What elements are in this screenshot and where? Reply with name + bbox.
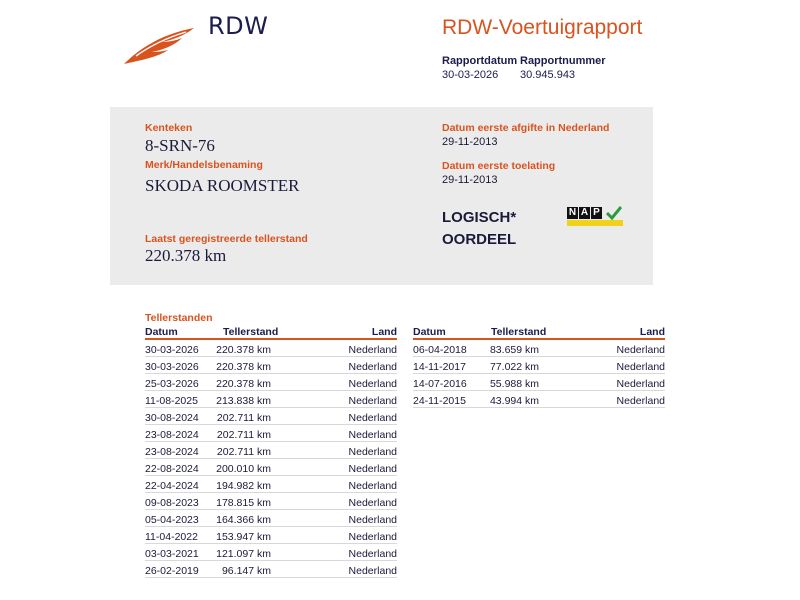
row-country: Nederland (348, 378, 397, 390)
row-date: 25-03-2026 (145, 378, 199, 390)
row-odometer: 202.711 km (216, 429, 271, 441)
afgifte-label: Datum eerste afgifte in Nederland (442, 122, 610, 134)
row-odometer: 178.815 km (216, 497, 271, 509)
row-odometer: 220.378 km (216, 361, 271, 373)
table-row (413, 340, 665, 357)
row-country: Nederland (348, 463, 397, 475)
nap-letter: P (591, 207, 602, 219)
row-date: 22-08-2024 (145, 463, 199, 475)
report-number-value: 30.945.943 (520, 69, 576, 81)
row-odometer: 213.838 km (216, 395, 271, 407)
table-row (145, 408, 397, 425)
row-date: 23-08-2024 (145, 429, 199, 441)
table-row (145, 544, 397, 561)
row-country: Nederland (616, 378, 665, 390)
tellerstand-label: Laatst geregistreerde tellerstand (145, 233, 308, 245)
row-odometer: 202.711 km (216, 446, 271, 458)
row-date: 30-03-2026 (145, 361, 199, 373)
row-country: Nederland (348, 514, 397, 526)
table-row (145, 476, 397, 493)
row-country: Nederland (348, 565, 397, 577)
column-header-datum: Datum (413, 326, 446, 338)
merk-label: Merk/Handelsbenaming (145, 159, 263, 171)
row-odometer: 153.947 km (216, 531, 271, 543)
toelating-value: 29-11-2013 (442, 174, 498, 186)
table-row (413, 374, 665, 391)
row-date: 05-04-2023 (145, 514, 199, 526)
odometer-table-right (413, 326, 665, 408)
row-odometer: 96.147 km (221, 565, 271, 577)
table-header (413, 326, 665, 340)
row-odometer: 55.988 km (489, 378, 539, 390)
row-date: 23-08-2024 (145, 446, 199, 458)
row-date: 11-08-2025 (145, 395, 198, 407)
table-row (145, 561, 397, 578)
table-row (413, 391, 665, 408)
column-header-land: Land (371, 326, 397, 338)
row-date: 11-04-2022 (145, 531, 198, 543)
row-date: 14-11-2017 (413, 361, 466, 373)
checkmark-icon (606, 206, 622, 220)
table-row (145, 357, 397, 374)
row-date: 22-04-2024 (145, 480, 199, 492)
brand-name: RDW (208, 12, 269, 40)
column-header-tellerstand: Tellerstand (223, 326, 279, 338)
column-header-tellerstand: Tellerstand (491, 326, 547, 338)
report-date-value: 30-03-2026 (442, 69, 499, 81)
nap-badge (567, 207, 623, 227)
row-country: Nederland (348, 412, 397, 424)
row-country: Nederland (616, 344, 665, 356)
row-date: 06-04-2018 (413, 344, 467, 356)
row-country: Nederland (348, 429, 397, 441)
kenteken-label: Kenteken (145, 122, 193, 134)
row-date: 30-08-2024 (145, 412, 199, 424)
odometer-table-left (145, 326, 397, 578)
tellerstand-value: 220.378 km (145, 246, 227, 265)
merk-value: SKODA ROOMSTER (145, 176, 300, 195)
table-row (145, 391, 397, 408)
row-country: Nederland (348, 497, 397, 509)
table-row (145, 340, 397, 357)
row-date: 24-11-2015 (413, 395, 466, 407)
table-row (145, 374, 397, 391)
tellerstanden-title: Tellerstanden (145, 312, 213, 324)
row-odometer: 194.982 km (216, 480, 271, 492)
row-country: Nederland (348, 361, 397, 373)
row-odometer: 202.711 km (216, 412, 271, 424)
table-row (413, 357, 665, 374)
table-header (145, 326, 397, 340)
table-row (145, 493, 397, 510)
table-row (145, 510, 397, 527)
row-country: Nederland (348, 395, 397, 407)
table-row (145, 459, 397, 476)
row-date: 14-07-2016 (413, 378, 467, 390)
row-odometer: 83.659 km (489, 344, 539, 356)
row-odometer: 164.366 km (216, 514, 271, 526)
kenteken-value: 8-SRN-76 (145, 136, 215, 155)
row-date: 30-03-2026 (145, 344, 199, 356)
row-country: Nederland (348, 344, 397, 356)
row-country: Nederland (348, 548, 397, 560)
row-odometer: 200.010 km (216, 463, 271, 475)
row-odometer: 220.378 km (216, 378, 271, 390)
row-country: Nederland (616, 395, 665, 407)
nap-letter: A (580, 207, 589, 218)
verdict-line-2: OORDEEL (442, 231, 517, 248)
row-country: Nederland (616, 361, 665, 373)
row-date: 03-03-2021 (145, 548, 199, 560)
row-country: Nederland (348, 480, 397, 492)
row-odometer: 220.378 km (216, 344, 271, 356)
row-country: Nederland (348, 446, 397, 458)
rdw-logo-icon (122, 26, 197, 66)
table-row (145, 527, 397, 544)
row-country: Nederland (348, 531, 397, 543)
table-row (145, 425, 397, 442)
column-header-datum: Datum (145, 326, 178, 338)
report-title: RDW-Voertuigrapport (442, 16, 643, 39)
nap-yellow-bar (567, 220, 623, 226)
verdict-line-1: LOGISCH* (442, 209, 517, 226)
row-date: 09-08-2023 (145, 497, 199, 509)
table-row (145, 442, 397, 459)
row-date: 26-02-2019 (145, 565, 199, 577)
row-odometer: 77.022 km (489, 361, 539, 373)
row-odometer: 121.097 km (216, 548, 271, 560)
toelating-label: Datum eerste toelating (442, 160, 556, 172)
report-number-label: Rapportnummer (520, 55, 606, 67)
afgifte-value: 29-11-2013 (442, 136, 498, 148)
column-header-land: Land (639, 326, 665, 338)
nap-letter: N (568, 207, 577, 218)
report-date-label: Rapportdatum (442, 55, 518, 67)
row-odometer: 43.994 km (489, 395, 539, 407)
